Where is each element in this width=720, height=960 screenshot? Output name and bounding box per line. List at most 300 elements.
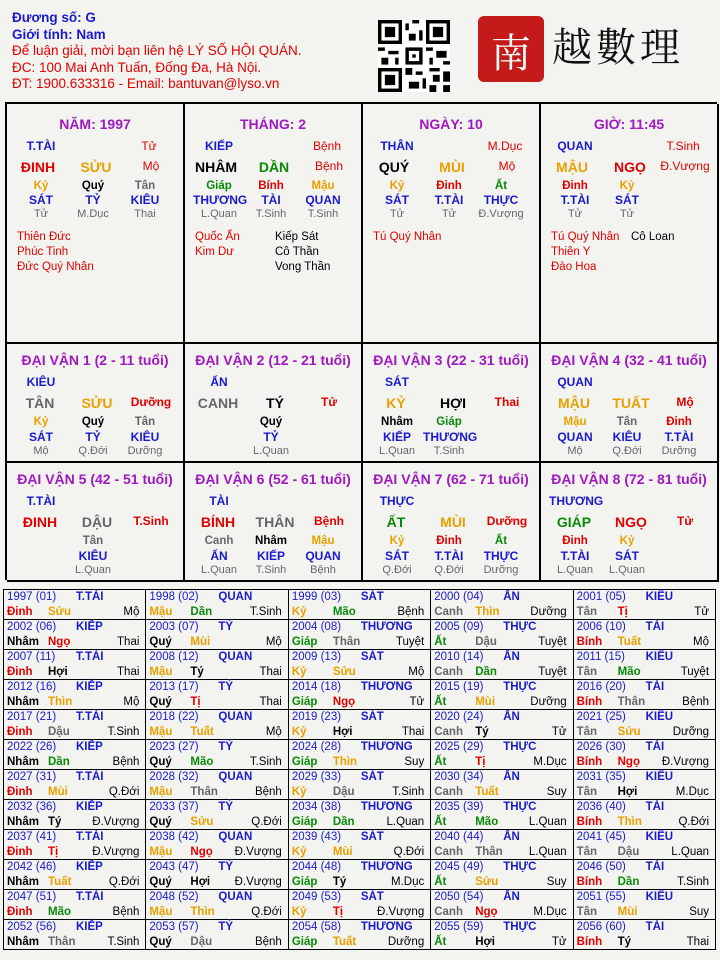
year-chi: Hợi — [475, 936, 495, 948]
year-stage: Q.Đới — [108, 876, 140, 888]
hidden-stage: L.Quan — [200, 208, 238, 220]
year-cell — [431, 860, 573, 890]
year-can: Mậu — [149, 846, 173, 858]
year-can: Mậu — [149, 786, 173, 798]
year-cell — [4, 620, 146, 650]
year-star: T.TÀI — [76, 651, 104, 663]
dai-van-can: MẬU — [558, 395, 590, 411]
year-can: Giáp — [291, 816, 318, 828]
hidden-stage: L.Quan — [74, 564, 112, 576]
year-chi: Mùi — [332, 846, 353, 858]
year-label: 2034 (38) — [291, 801, 342, 813]
year-label: 2002 (06) — [7, 621, 57, 633]
hidden-stage: T.Sinh — [255, 208, 287, 220]
year-cell — [289, 590, 431, 620]
year-chi: Tị — [617, 606, 628, 618]
year-label: 1998 (02) — [149, 591, 199, 603]
year-label: 2029 (33) — [291, 771, 342, 783]
year-cell — [574, 890, 716, 920]
dai-van-chi: THÂN — [255, 514, 295, 530]
year-cell — [289, 860, 431, 890]
year-row — [4, 680, 716, 710]
pillar-star: T.TÀI — [26, 139, 56, 153]
pillar-can: QUÝ — [378, 159, 410, 175]
year-stage: Dưỡng — [387, 936, 425, 948]
year-chi: Mão — [617, 666, 641, 678]
owner-info — [12, 10, 301, 93]
year-can: Tân — [576, 906, 598, 918]
year-star: KIẾP — [76, 621, 103, 633]
year-stage: Q.Đới — [251, 816, 282, 828]
year-can: Bính — [576, 756, 603, 768]
year-star: KIẾP — [76, 681, 103, 693]
year-star: ẤN — [503, 651, 520, 663]
year-can: Nhâm — [7, 756, 39, 768]
year-star: SÁT — [360, 831, 384, 843]
year-can: Nhâm — [7, 636, 39, 648]
year-can: Quý — [149, 816, 172, 828]
year-chi: Tuất — [48, 876, 72, 888]
hidden-stage: L.Quan — [608, 564, 646, 576]
year-label: 2013 (17) — [149, 681, 199, 693]
year-star: KIÊU — [645, 771, 674, 783]
special-star: Đào Hoa — [551, 261, 597, 273]
dai-van-can: ẤT — [386, 514, 406, 530]
special-star: Vong Thần — [275, 261, 331, 273]
year-star: QUAN — [218, 771, 253, 783]
year-star: QUAN — [218, 831, 253, 843]
special-star: Tú Quý Nhân — [551, 231, 620, 243]
year-cell — [431, 710, 573, 740]
hidden-stage: T.Sinh — [307, 208, 339, 220]
year-star: T.TÀI — [76, 771, 104, 783]
year-stage: Đ.Vượng — [661, 756, 710, 768]
year-stage: Suy — [546, 786, 567, 798]
year-cell — [431, 770, 573, 800]
dai-van-chi: NGỌ — [615, 514, 647, 530]
year-can: Nhâm — [7, 816, 39, 828]
year-stage: Bệnh — [397, 606, 425, 618]
year-label: 2031 (35) — [576, 771, 626, 783]
hidden-can: Canh — [204, 535, 234, 547]
special-star: Kim Dư — [195, 246, 235, 258]
year-chi: Mão — [332, 606, 356, 618]
year-chi: Hợi — [617, 786, 638, 798]
hidden-stage: Dưỡng — [661, 445, 697, 457]
hidden-star: KIẾP — [382, 430, 411, 444]
year-stage: Suy — [546, 876, 567, 888]
pillar-cell — [541, 104, 719, 344]
year-star: TÀI — [645, 741, 665, 753]
dai-van-can: GIÁP — [556, 514, 592, 530]
year-cell — [289, 620, 431, 650]
dai-van-star: THỰC — [379, 494, 415, 508]
yearly-table — [3, 589, 716, 950]
year-can: Đinh — [7, 666, 33, 678]
dai-van-stage: Bệnh — [314, 514, 344, 528]
dai-van-chi: MÙI — [440, 514, 466, 530]
year-can: Ất — [434, 756, 447, 768]
year-row — [4, 860, 716, 890]
year-label: 2027 (31) — [7, 771, 57, 783]
year-can: Kỷ — [291, 666, 307, 678]
pillar-chi: NGỌ — [614, 159, 646, 175]
pillar-stage-2: Mộ — [142, 159, 160, 173]
year-can: Canh — [434, 906, 463, 918]
year-can: Đinh — [7, 726, 33, 738]
year-cell — [431, 740, 573, 770]
hidden-can: Quý — [81, 416, 105, 428]
year-star: THƯƠNG — [360, 861, 413, 873]
year-row — [4, 770, 716, 800]
year-label: 2014 (18) — [291, 681, 342, 693]
year-can: Bính — [576, 816, 603, 828]
year-cell — [289, 710, 431, 740]
special-stars — [17, 230, 94, 275]
year-stage: Dưỡng — [530, 606, 567, 618]
pillar-star: KIẾP — [204, 139, 233, 153]
year-can: Kỷ — [291, 606, 307, 618]
hidden-can: Đinh — [666, 416, 692, 428]
year-cell — [431, 590, 573, 620]
special-star: Cô Loan — [631, 231, 675, 243]
year-label: 2011 (15) — [576, 651, 626, 663]
year-stage: Thai — [259, 666, 282, 678]
year-label: 2050 (54) — [434, 891, 484, 903]
year-star: QUAN — [218, 891, 253, 903]
year-can: Giáp — [291, 636, 318, 648]
hidden-star: KIÊU — [130, 193, 160, 207]
year-chi: Dậu — [190, 936, 213, 948]
special-stars-2 — [631, 230, 674, 245]
year-label: 2021 (25) — [576, 711, 626, 723]
hidden-star: QUAN — [557, 430, 593, 444]
year-stage: M.Dục — [533, 906, 567, 918]
year-stage: Q.Đới — [108, 786, 140, 798]
hidden-star: SÁT — [29, 193, 53, 207]
year-star: TÀI — [645, 681, 665, 693]
year-stage: T.Sinh — [392, 786, 425, 798]
year-can: Kỷ — [291, 906, 307, 918]
dai-van-star: QUAN — [557, 375, 593, 389]
year-chi: Hợi — [48, 666, 68, 678]
dai-van-star: SÁT — [385, 375, 409, 389]
year-row — [4, 890, 716, 920]
year-stage: Mộ — [123, 606, 140, 618]
year-stage: T.Sinh — [249, 606, 282, 618]
hidden-can: Tân — [616, 416, 638, 428]
year-star: THỰC — [503, 801, 537, 813]
year-star: SÁT — [360, 771, 384, 783]
year-cell — [289, 770, 431, 800]
owner-name: Đương số: G — [12, 10, 96, 25]
year-label: 2030 (34) — [434, 771, 484, 783]
year-label: 2028 (32) — [149, 771, 199, 783]
year-cell — [4, 680, 146, 710]
year-chi: Tuất — [617, 636, 642, 648]
year-cell — [431, 650, 573, 680]
year-star: KIẾP — [76, 741, 103, 753]
year-cell — [146, 830, 288, 860]
hidden-stage: Tử — [33, 208, 49, 220]
year-label: 2044 (48) — [291, 861, 342, 873]
pillar-title: NĂM: 1997 — [59, 116, 131, 132]
year-star: TỶ — [218, 741, 234, 753]
year-star: TÀI — [645, 921, 665, 933]
dai-van-cell — [541, 344, 719, 463]
year-chi: Hợi — [332, 726, 353, 738]
year-stage: Mộ — [265, 636, 282, 648]
pillar-cell — [363, 104, 541, 344]
year-cell — [574, 860, 716, 890]
year-cell — [4, 860, 146, 890]
special-star: Quốc Ấn — [195, 231, 240, 243]
year-cell — [431, 920, 573, 950]
dai-van-cell — [541, 463, 719, 582]
year-can: Đinh — [7, 606, 33, 618]
year-star: TỶ — [218, 921, 234, 933]
year-can: Đinh — [7, 846, 33, 858]
year-can: Bính — [576, 696, 603, 708]
year-cell — [4, 590, 146, 620]
dai-van-can: KỶ — [386, 395, 406, 411]
year-cell — [4, 890, 146, 920]
dai-van-stage: Dưỡng — [486, 514, 528, 528]
hidden-stage: Đ.Vượng — [478, 208, 524, 220]
year-stage: Q.Đới — [251, 906, 282, 918]
hidden-star: SÁT — [29, 430, 53, 444]
special-stars-2 — [275, 230, 330, 275]
hidden-can: Kỷ — [619, 180, 635, 192]
address-line: ĐC: 100 Mai Anh Tuấn, Đống Đa, Hà Nội. — [12, 59, 262, 75]
year-label: 2023 (27) — [149, 741, 199, 753]
pillar-title: THÁNG: 2 — [239, 116, 307, 132]
year-row — [4, 800, 716, 830]
year-can: Bính — [576, 636, 603, 648]
year-can: Nhâm — [7, 936, 39, 948]
year-can: Bính — [576, 936, 603, 948]
hidden-stage: Q.Đới — [612, 445, 642, 457]
hidden-can: Mậu — [563, 416, 587, 428]
year-star: THỰC — [503, 741, 537, 753]
hidden-stage: L.Quan — [378, 445, 416, 457]
year-chi: Dậu — [332, 786, 355, 798]
year-cell — [4, 800, 146, 830]
year-label: 2053 (57) — [149, 921, 199, 933]
hidden-stage: M.Dục — [77, 208, 109, 220]
hidden-can: Quý — [81, 180, 105, 192]
year-chi: Tị — [190, 696, 201, 708]
year-can: Nhâm — [7, 696, 39, 708]
dai-van-stage: T.Sinh — [133, 514, 169, 528]
year-chi: Thìn — [190, 906, 215, 918]
year-can: Mậu — [149, 726, 173, 738]
hidden-can: Giáp — [436, 416, 462, 428]
year-chi: Thìn — [475, 606, 500, 618]
year-chi: Tị — [332, 906, 344, 918]
year-label: 2047 (51) — [7, 891, 57, 903]
year-cell — [146, 740, 288, 770]
year-stage: Bệnh — [112, 906, 140, 918]
year-star: SÁT — [360, 711, 384, 723]
hidden-star: THỰC — [483, 193, 519, 207]
year-stage: Đ.Vượng — [92, 816, 140, 828]
hidden-star: TÀI — [261, 193, 281, 207]
year-chi: Tị — [48, 846, 59, 858]
pillar-chi: SỬU — [80, 159, 112, 175]
year-stage: Thai — [686, 936, 710, 948]
year-chi: Mão — [190, 756, 214, 768]
year-stage: Suy — [689, 906, 710, 918]
year-star: SÁT — [360, 651, 384, 663]
year-chi: Sửu — [617, 726, 641, 738]
hidden-star: KIÊU — [130, 430, 160, 444]
year-can: Canh — [434, 726, 463, 738]
year-label: 2040 (44) — [434, 831, 484, 843]
year-label: 2045 (49) — [434, 861, 484, 873]
dai-van-title: ĐẠI VẬN 8 (72 - 81 tuổi) — [551, 471, 707, 487]
year-label: 2022 (26) — [7, 741, 57, 753]
year-stage: T.Sinh — [249, 756, 282, 768]
special-star: Kiếp Sát — [275, 231, 319, 243]
special-star: Thiên Y — [551, 246, 591, 258]
hidden-stage: Bệnh — [310, 564, 336, 576]
year-stage: Tử — [694, 606, 710, 618]
hidden-star: T.TÀI — [434, 549, 464, 563]
hidden-stage: Tử — [441, 208, 457, 220]
hidden-stage: Tử — [619, 208, 635, 220]
year-star: KIẾP — [76, 801, 103, 813]
qr-code-icon — [378, 20, 450, 92]
pillar-can: ĐINH — [20, 159, 56, 175]
year-chi: Thìn — [48, 696, 73, 708]
dai-van-title: ĐẠI VẬN 3 (22 - 31 tuổi) — [373, 352, 529, 368]
year-chi: Tuất — [332, 936, 357, 948]
hidden-stage: Mộ — [33, 445, 49, 457]
hidden-can: Mậu — [311, 180, 335, 192]
year-chi: Hợi — [190, 876, 211, 888]
year-star: ẤN — [503, 831, 520, 843]
chart-grid — [5, 102, 717, 580]
year-cell — [574, 830, 716, 860]
year-stage: Thai — [117, 666, 140, 678]
year-can: Kỷ — [291, 846, 307, 858]
year-can: Canh — [434, 666, 463, 678]
year-can: Canh — [434, 786, 463, 798]
year-chi: Dậu — [475, 636, 497, 648]
year-chi: Ngọ — [48, 636, 71, 648]
hidden-can: Đinh — [562, 535, 588, 547]
year-cell — [289, 800, 431, 830]
year-can: Ất — [434, 696, 447, 708]
year-label: 2056 (60) — [576, 921, 626, 933]
year-can: Quý — [149, 876, 172, 888]
hidden-star: T.TÀI — [434, 193, 464, 207]
dai-van-cell — [185, 463, 363, 582]
year-label: 2000 (04) — [434, 591, 484, 603]
year-label: 2012 (16) — [7, 681, 57, 693]
hidden-star: KIẾP — [256, 549, 285, 563]
year-can: Tân — [576, 606, 598, 618]
year-stage: Dưỡng — [672, 726, 710, 738]
year-row — [4, 920, 716, 950]
year-star: QUAN — [218, 651, 253, 663]
year-chi: Sửu — [475, 876, 499, 888]
year-star: QUAN — [218, 711, 253, 723]
year-stage: Tuyệt — [680, 666, 710, 678]
year-cell — [574, 650, 716, 680]
seal-logo: 南 — [478, 16, 544, 82]
special-star: Cô Thần — [275, 246, 319, 258]
hidden-can: Kỷ — [619, 535, 635, 547]
year-can: Bính — [576, 876, 603, 888]
year-label: 2042 (46) — [7, 861, 57, 873]
year-star: TÀI — [645, 621, 665, 633]
year-label: 2019 (23) — [291, 711, 342, 723]
dai-van-stage: Dưỡng — [130, 395, 172, 409]
year-cell — [289, 920, 431, 950]
year-stage: L.Quan — [671, 846, 710, 858]
year-star: QUAN — [218, 591, 253, 603]
year-can: Ất — [434, 636, 447, 648]
year-label: 2037 (41) — [7, 831, 57, 843]
year-can: Ất — [434, 936, 447, 948]
pillar-title: NGÀY: 10 — [419, 116, 483, 132]
year-cell — [431, 680, 573, 710]
hidden-star: SÁT — [385, 549, 409, 563]
year-label: 2035 (39) — [434, 801, 484, 813]
year-label: 2039 (43) — [291, 831, 342, 843]
year-label: 2010 (14) — [434, 651, 484, 663]
year-chi: Mão — [475, 816, 499, 828]
year-cell — [146, 680, 288, 710]
hidden-can: Đinh — [436, 535, 462, 547]
year-stage: Bệnh — [682, 696, 710, 708]
year-stage: Tử — [551, 726, 567, 738]
year-cell — [289, 740, 431, 770]
year-label: 2043 (47) — [149, 861, 199, 873]
dai-van-cell — [363, 344, 541, 463]
year-star: KIẾP — [76, 921, 103, 933]
year-label: 2017 (21) — [7, 711, 57, 723]
year-cell — [4, 830, 146, 860]
dai-van-chi: TUẤT — [612, 395, 650, 411]
year-can: Kỷ — [291, 786, 307, 798]
year-stage: M.Dục — [533, 756, 567, 768]
year-chi: Mùi — [617, 906, 638, 918]
hidden-can: Tân — [134, 180, 156, 192]
year-stage: Suy — [404, 756, 425, 768]
dai-van-chi: HỢI — [440, 395, 466, 411]
year-chi: Tý — [332, 876, 347, 888]
hidden-star: THỰC — [483, 549, 519, 563]
year-can: Quý — [149, 936, 172, 948]
year-star: KIÊU — [645, 891, 674, 903]
year-chi: Thân — [332, 636, 361, 648]
hidden-star: T.TÀI — [560, 193, 590, 207]
pillar-stage: M.Dục — [487, 139, 523, 153]
year-cell — [574, 920, 716, 950]
year-stage: Tuyệt — [395, 636, 425, 648]
dai-van-chi: DẬU — [81, 514, 113, 530]
year-stage: Tử — [551, 936, 567, 948]
dai-van-star: T.TÀI — [26, 494, 56, 508]
year-cell — [431, 620, 573, 650]
special-star: Tú Quý Nhân — [373, 231, 442, 243]
dai-van-cell — [7, 344, 185, 463]
pillar-stage-2: Đ.Vượng — [660, 159, 710, 173]
year-can: Quý — [149, 696, 172, 708]
